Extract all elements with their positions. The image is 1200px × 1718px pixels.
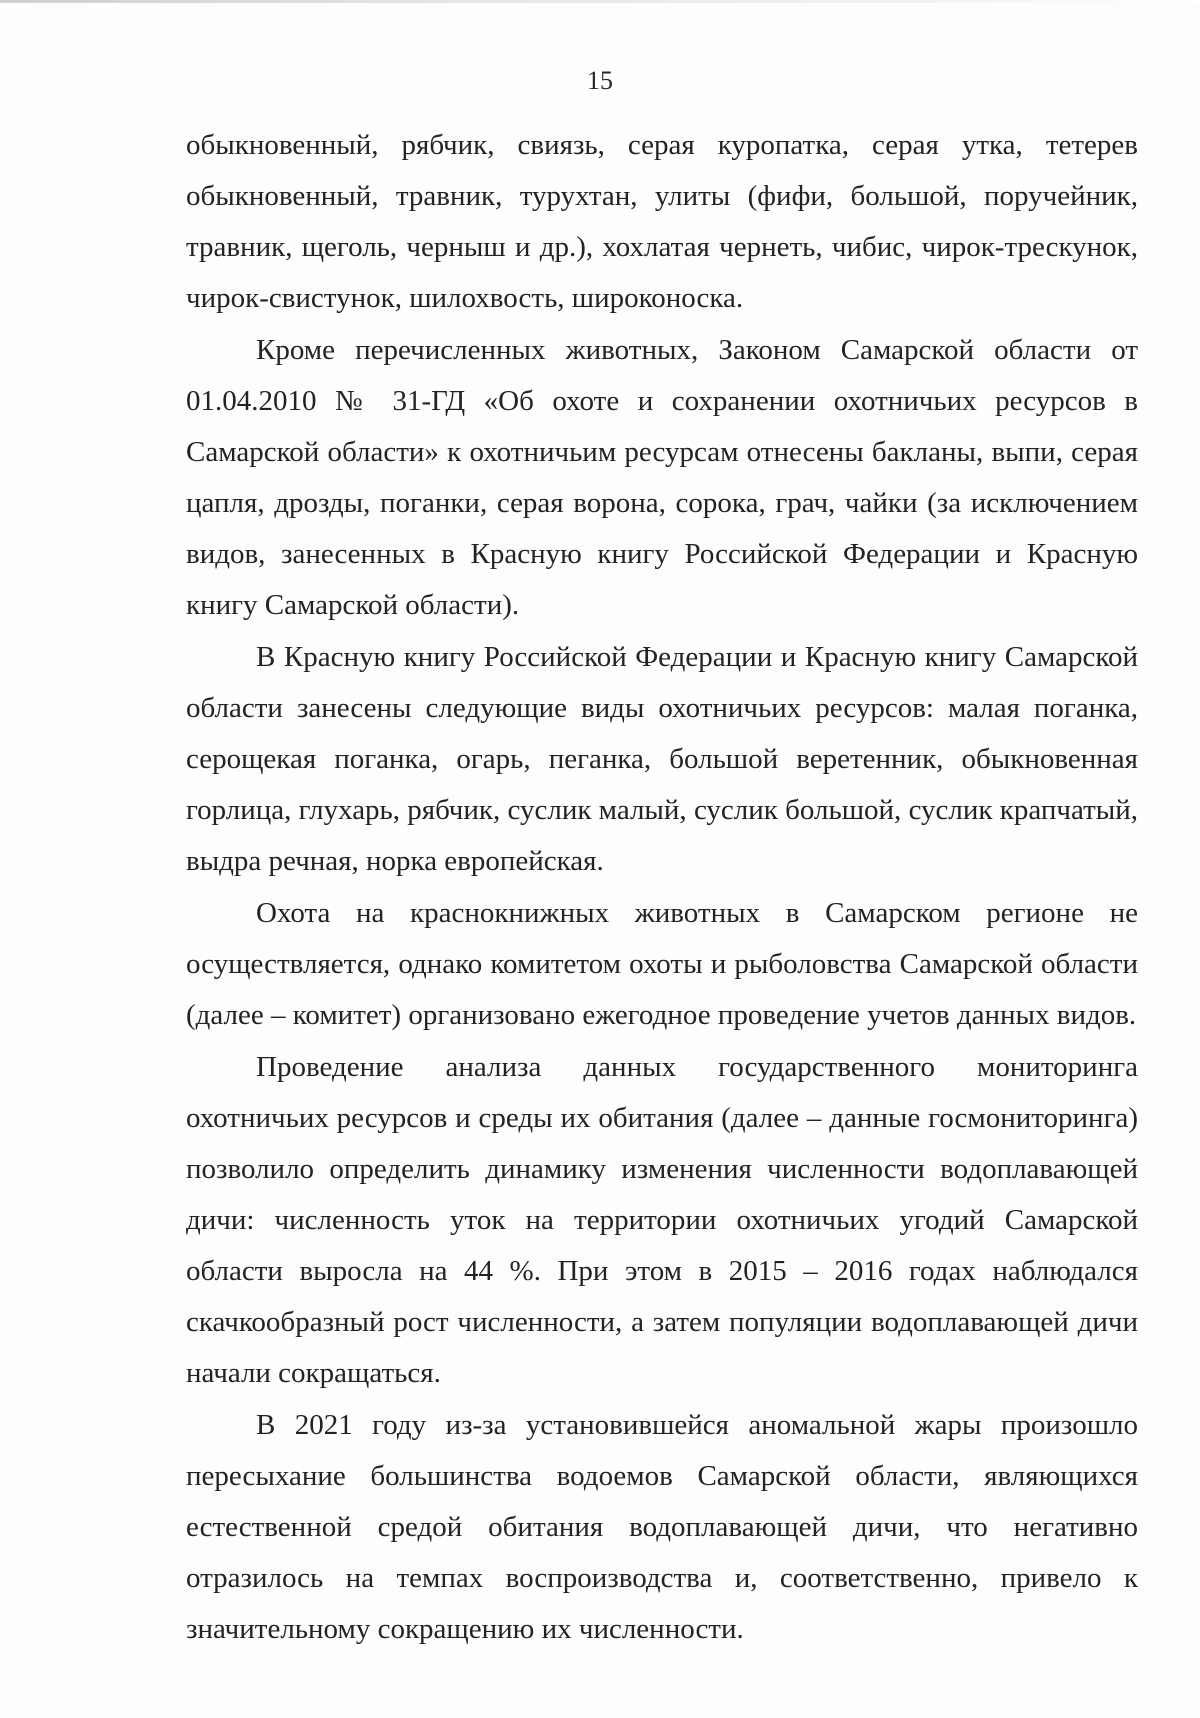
scan-top-edge (0, 0, 1200, 3)
page-number: 15 (587, 66, 613, 95)
document-body (186, 120, 1138, 1655)
paragraph-1: обыкновенный, рябчик, свиязь, серая куропатка, серая утка, тетерев обыкновенный, травник, турухтан, улиты (фифи, большой, поручейник, травник, щеголь, черныш и др.), хохлатая чернеть, чибис, чирок-трескунок, чирок-свистунок, шилохвость, широконоска. (186, 129, 1138, 314)
paragraph-3: В Красную книгу Российской Федерации и Красную книгу Самарской области занесены следующие виды охотничьих ресурсов: малая поганка, серощекая поганка, огарь, пеганка, большой веретенник, обыкновенная горлица, глухарь, рябчик, суслик малый, суслик большой, суслик крапчатый, выдра речная, норка европейская. (186, 641, 1138, 877)
paragraph-6: В 2021 году из-за установившейся аномальной жары произошло пересыхание большинства водоемов Самарской области, являющихся естественной средой обитания водоплавающей дичи, что негативно отразилось на темпах воспроизводства и, соответственно, привело к значительному сокращению их численности. (186, 1409, 1138, 1645)
paragraph-4: Охота на краснокнижных животных в Самарском регионе не осуществляется, однако комитетом охоты и рыболовства Самарской области (далее – комитет) организовано ежегодное проведение учетов данных видов. (186, 897, 1138, 1031)
paragraph-2: Кроме перечисленных животных, Законом Самарской области от 01.04.2010 № 31-ГД «Об охоте и сохранении охотничьих ресурсов в Самарской области» к охотничьим ресурсам отнесены бакланы, выпи, серая цапля, дрозды, поганки, серая ворона, сорока, грач, чайки (за исключением видов, занесенных в Красную книгу Российской Федерации и Красную книгу Самарской области). (186, 334, 1138, 621)
paragraph-5: Проведение анализа данных государственного мониторинга охотничьих ресурсов и среды их обитания (далее – данные госмониторинга) позволило определить динамику изменения численности водоплавающей дичи: численность уток на территории охотничьих угодий Самарской области выросла на 44 %. При этом в 2015 – 2016 годах наблюдался скачкообразный рост численности, а затем популяции водоплавающей дичи начали сокращаться. (186, 1051, 1138, 1389)
